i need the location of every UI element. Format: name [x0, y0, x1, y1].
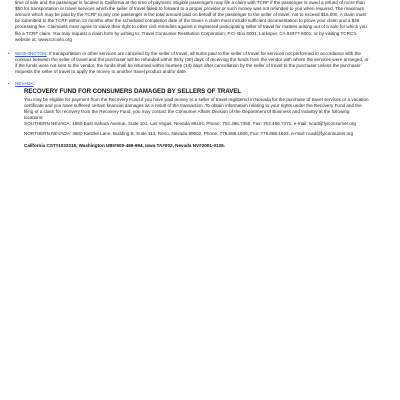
- california-text: time of sale and the passenger is located in California at the time of payment. Eligible passengers may file a claim with TCRF if the passenger is owed a refund of more than $50 for transportation or travel services which the seller of travel failed to forward to a proper provider or such money was not refunded to you when required. The maximum amount which may be paid by the TCRF to any one passenger is the total amount paid on behalf of the passenger to the seller of travel, not to exceed $15,000. A claim must be submitted to the TCRF within 12 months after the scheduled completion date of the travel. A claim must include sufficient documentation to prove your claim and a $35 processing fee. Claimants must agree to waive their right to other civil remedies against a registered participating seller of travel for matters arising out of a sale for which you file a TCRF claim. You may request a claim form by writing to: Travel Consumer Restitution Corporation; P.O. Box 6001; Larkspur, CA 94977-6001; or by visiting TCRC's website at: www.tcrcinfo.org: [15, 0, 367, 42]
- nevada-notice: [8, 81, 370, 87]
- washington-text: : If transportation or other services are canceled by the seller of travel, all sums paid to the seller of travel for services not performed in accordance with the contract between the seller of travel and the purchaser will be refunded within thirty (30) days of receiving the funds from the vendor with whom the services were arranged, or if the funds were not sent to the vendor, the funds shall be returned within fourteen (14) days after cancellation by the seller of travel to the purchaser unless the purchaser requests the seller of travel to apply the money to another travel product and/or date.: [15, 51, 369, 75]
- bullet: •: [8, 51, 10, 57]
- northern-nevada-contact: NORTHERN NEVADA: 4600 Kietzke Lane, Building B, Suite 113, Reno, Nevada 89502, Phone: 775.688.1800, Fax: 775.688.1803, e-mail: ncad@fyiconsumer.org: [24, 131, 354, 137]
- recovery-fund-body: You may be eligible for payment from the Recovery Fund if you have paid money to a seller of travel registered in Nevada for the purchase of travel services or a vacation certificate and you have suffered certain financial damages as a result of the transaction. To obtain information relating to your rights under the Recovery Fund and the filing of a claim for recovery from the Recovery Fund, you may contact the Consumer Affairs Division of the Department of Business and Industry at the following locations:: [24, 97, 369, 121]
- registration-numbers: California CST#1022318, Washington UBI#600-469-694, Iowa TA#002, Nevada NV#2001-0126.: [24, 142, 225, 148]
- washington-paragraph: [15, 51, 370, 75]
- nevada-text: :: [33, 81, 35, 86]
- bullet: •: [8, 81, 10, 87]
- nevada-paragraph: [15, 81, 370, 87]
- california-notice: [15, 0, 370, 43]
- washington-notice: [8, 51, 370, 75]
- california-paragraph: [15, 0, 370, 43]
- southern-nevada-contact: SOUTHERN NEVADA: 1850 East Sahara Avenue, Suite 101, Las Vegas, Nevada 89104, Phone: 702.486.7355, Fax: 702.486.7371, e-mail: ncad@fyiconsumer.org: [24, 121, 356, 127]
- washington-link[interactable]: WASHINGTON: [15, 51, 47, 56]
- recovery-fund-heading: RECOVERY FUND FOR CONSUMERS DAMAGED BY SELLERS OF TRAVEL: [24, 88, 242, 95]
- nevada-recovery-fund: [24, 88, 370, 149]
- nevada-link[interactable]: NEVADA: [15, 81, 34, 86]
